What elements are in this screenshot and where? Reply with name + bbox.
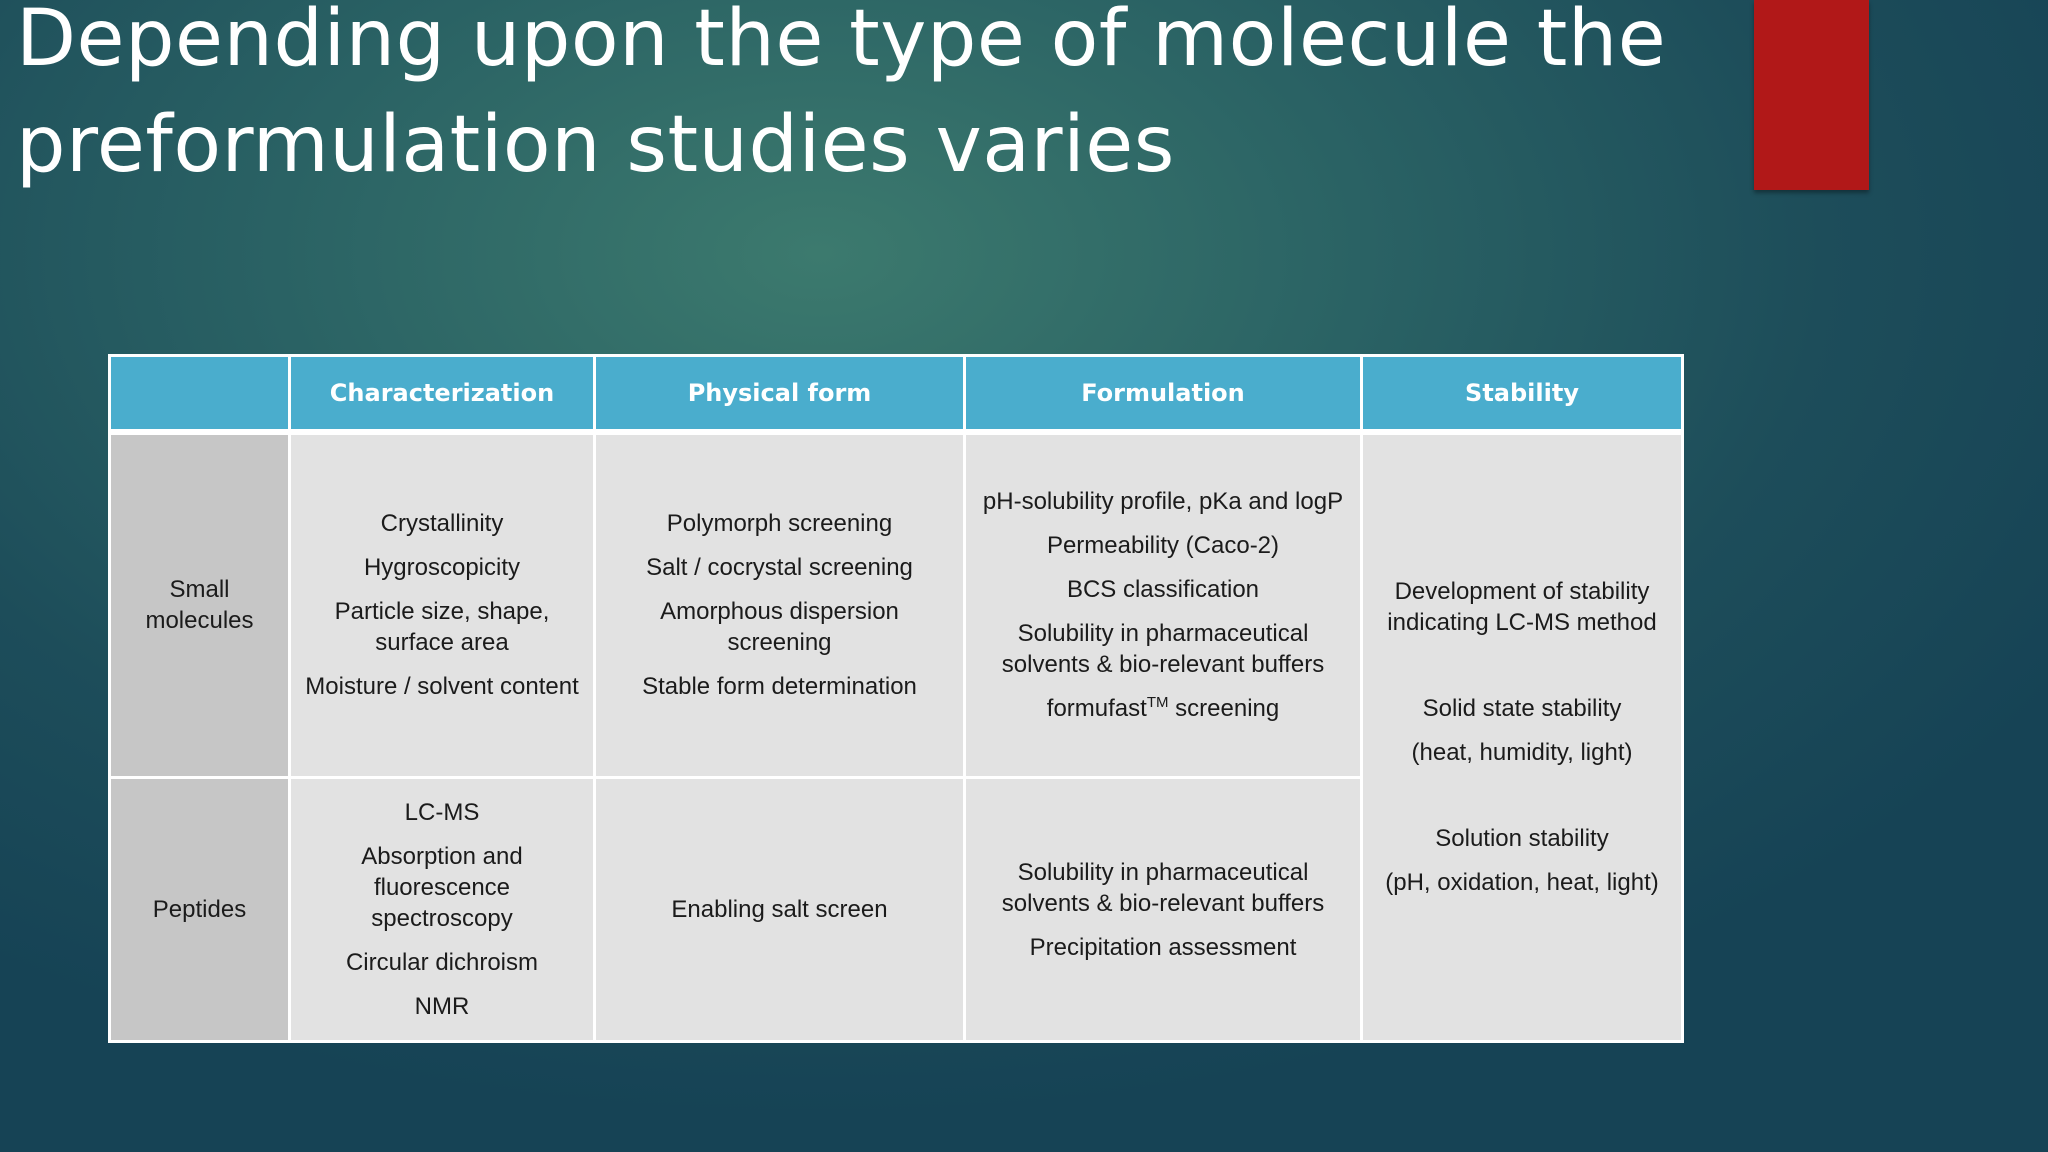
list-item: Particle size, shape, surface area	[334, 598, 550, 657]
formufast-base: formufast	[1046, 695, 1147, 723]
list-item: Amorphous dispersion screening	[660, 598, 899, 657]
list-item: Polymorph screening	[666, 510, 893, 538]
list-item: Solubility in pharmaceutical solvents & bio-relevant buffers	[1001, 858, 1325, 917]
header-characterization: Characterization	[290, 356, 595, 432]
list-item: Salt / cocrystal screening	[646, 554, 913, 582]
row-label-small-molecules	[110, 432, 290, 778]
list-item: Solid state stability	[1422, 695, 1622, 723]
list-item: Solution stability	[1435, 825, 1609, 853]
list-item: Development of stability indicating LC-MS method	[1387, 578, 1657, 637]
cell-peptides-physical-form	[595, 778, 965, 1042]
cell-peptides-formulation	[965, 778, 1362, 1042]
cell-small-formulation	[965, 432, 1362, 778]
list-item: Crystallinity	[380, 510, 504, 538]
stability-group-method	[1373, 576, 1671, 638]
list-item: NMR	[414, 993, 470, 1020]
list-item: Precipitation assessment	[1029, 933, 1297, 961]
list-item: (heat, humidity, light)	[1411, 739, 1633, 767]
table-row-small-molecules	[110, 432, 1683, 778]
cell-peptides-characterization	[290, 778, 595, 1042]
cell-stability	[1362, 432, 1683, 1042]
slide-title: Depending upon the type of molecule the preformulation studies varies	[16, 0, 1667, 190]
list-item: Circular dichroism	[345, 949, 539, 976]
list-item: Enabling salt screen	[671, 896, 888, 923]
header-empty	[110, 356, 290, 432]
row-label-peptides: Peptides	[110, 778, 290, 1042]
formufast-rest: screening	[1168, 695, 1280, 723]
cell-small-characterization	[290, 432, 595, 778]
list-item: Absorption and fluorescence spectroscopy	[361, 843, 523, 932]
table-header-row	[110, 356, 1683, 432]
list-item: Permeability (Caco-2)	[1046, 532, 1280, 560]
list-item: LC-MS	[404, 799, 480, 826]
list-item: BCS classification	[1066, 576, 1260, 604]
stability-group-solid	[1412, 693, 1633, 768]
list-item: Stable form determination	[642, 673, 917, 701]
preformulation-table	[108, 354, 1681, 1040]
stability-group-solution	[1385, 823, 1658, 898]
list-item: Moisture / solvent content	[305, 673, 579, 701]
list-item: (pH, oxidation, heat, light)	[1385, 869, 1659, 897]
row-label-text: Small molecules	[145, 576, 254, 635]
list-item: Hygroscopicity	[363, 554, 521, 582]
trademark-sup: TM	[1146, 694, 1169, 712]
accent-bar	[1754, 0, 1869, 190]
cell-small-physical-form	[595, 432, 965, 778]
formufast-item	[1047, 693, 1279, 724]
header-physical-form: Physical form	[595, 356, 965, 432]
list-item: pH-solubility profile, pKa and logP	[982, 488, 1344, 516]
list-item: Solubility in pharmaceutical solvents & bio-relevant buffers	[1001, 620, 1325, 679]
header-stability: Stability	[1362, 356, 1683, 432]
header-formulation: Formulation	[965, 356, 1362, 432]
